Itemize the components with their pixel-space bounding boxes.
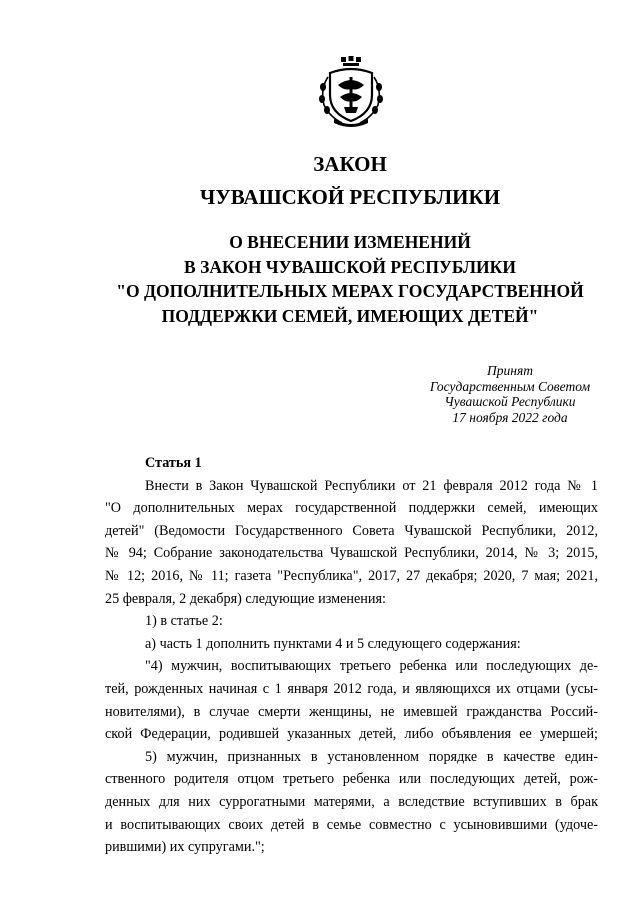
- body-line: 1) в статье 2:: [145, 613, 223, 630]
- article-body: [105, 452, 598, 859]
- subject-line-1: О ВНЕСЕНИИ ИЗМЕНЕНИЙ: [229, 232, 471, 252]
- body-line: а) часть 1 дополнить пунктами 4 и 5 следующего содержания:: [145, 635, 521, 652]
- body-line: № 94; Собрание законодательства Чувашской Республики, 2014, № 3; 2015,: [105, 545, 598, 562]
- title-line-2: ЧУВАШСКОЙ РЕСПУБЛИКИ: [199, 185, 501, 209]
- adoption-note: [400, 363, 620, 425]
- body-line: "4) мужчин, воспитывающих третьего ребенка или последующих де-: [145, 658, 598, 675]
- adopted-line-3: Чувашской Республики: [444, 394, 576, 409]
- adopted-line-1: Принят: [487, 363, 533, 378]
- body-line: новителями), в случае смерти женщины, не имевшей гражданства Россий-: [105, 703, 598, 720]
- title-line-1: ЗАКОН: [313, 152, 387, 176]
- body-line: рившими) их супругами.";: [105, 839, 265, 856]
- body-line: "О дополнительных мерах государственной поддержки семей, имеющих: [105, 500, 598, 517]
- adopted-line-4: 17 ноября 2022 года: [452, 409, 568, 425]
- body-line: ственного родителя отцом третьего ребенка или последующих детей, рож-: [105, 771, 598, 788]
- subject-line-3: "О ДОПОЛНИТЕЛЬНЫХ МЕРАХ ГОСУДАРСТВЕННОЙ: [116, 281, 584, 301]
- body-line: денных для них суррогатными матерями, а вследствие вступивших в брак: [105, 793, 598, 810]
- body-line: и воспитывающих своих детей в семье совместно с усыновившими (удоче-: [105, 816, 598, 833]
- subject-line-2: В ЗАКОН ЧУВАШСКОЙ РЕСПУБЛИКИ: [184, 256, 516, 277]
- body-line: тей, рожденных начиная с 1 января 2012 года, и являющихся их отцами (усы-: [105, 680, 598, 697]
- article-heading: Статья 1: [145, 455, 202, 471]
- body-line: детей" (Ведомости Государственного Совета Чувашской Республики, 2012,: [105, 522, 598, 539]
- adopted-line-2: Государственным Советом: [429, 378, 591, 394]
- body-line: № 12; 2016, № 11; газета "Республика", 2017, 27 декабря; 2020, 7 мая; 2021,: [105, 567, 598, 584]
- body-line: ской Федерации, родившей указанных детей, либо объявления ее умершей;: [105, 726, 598, 743]
- law-title: [0, 148, 640, 214]
- body-line: Внести в Закон Чувашской Республики от 21 февраля 2012 года № 1: [145, 477, 598, 494]
- coat-of-arms-emblem: [316, 55, 386, 127]
- law-subject: [0, 230, 640, 328]
- body-line: 5) мужчин, признанных в установленном порядке в качестве един-: [145, 748, 598, 765]
- body-line: 25 февраля, 2 декабря) следующие изменения:: [105, 590, 386, 607]
- subject-line-4: ПОДДЕРЖКИ СЕМЕЙ, ИМЕЮЩИХ ДЕТЕЙ": [161, 305, 539, 326]
